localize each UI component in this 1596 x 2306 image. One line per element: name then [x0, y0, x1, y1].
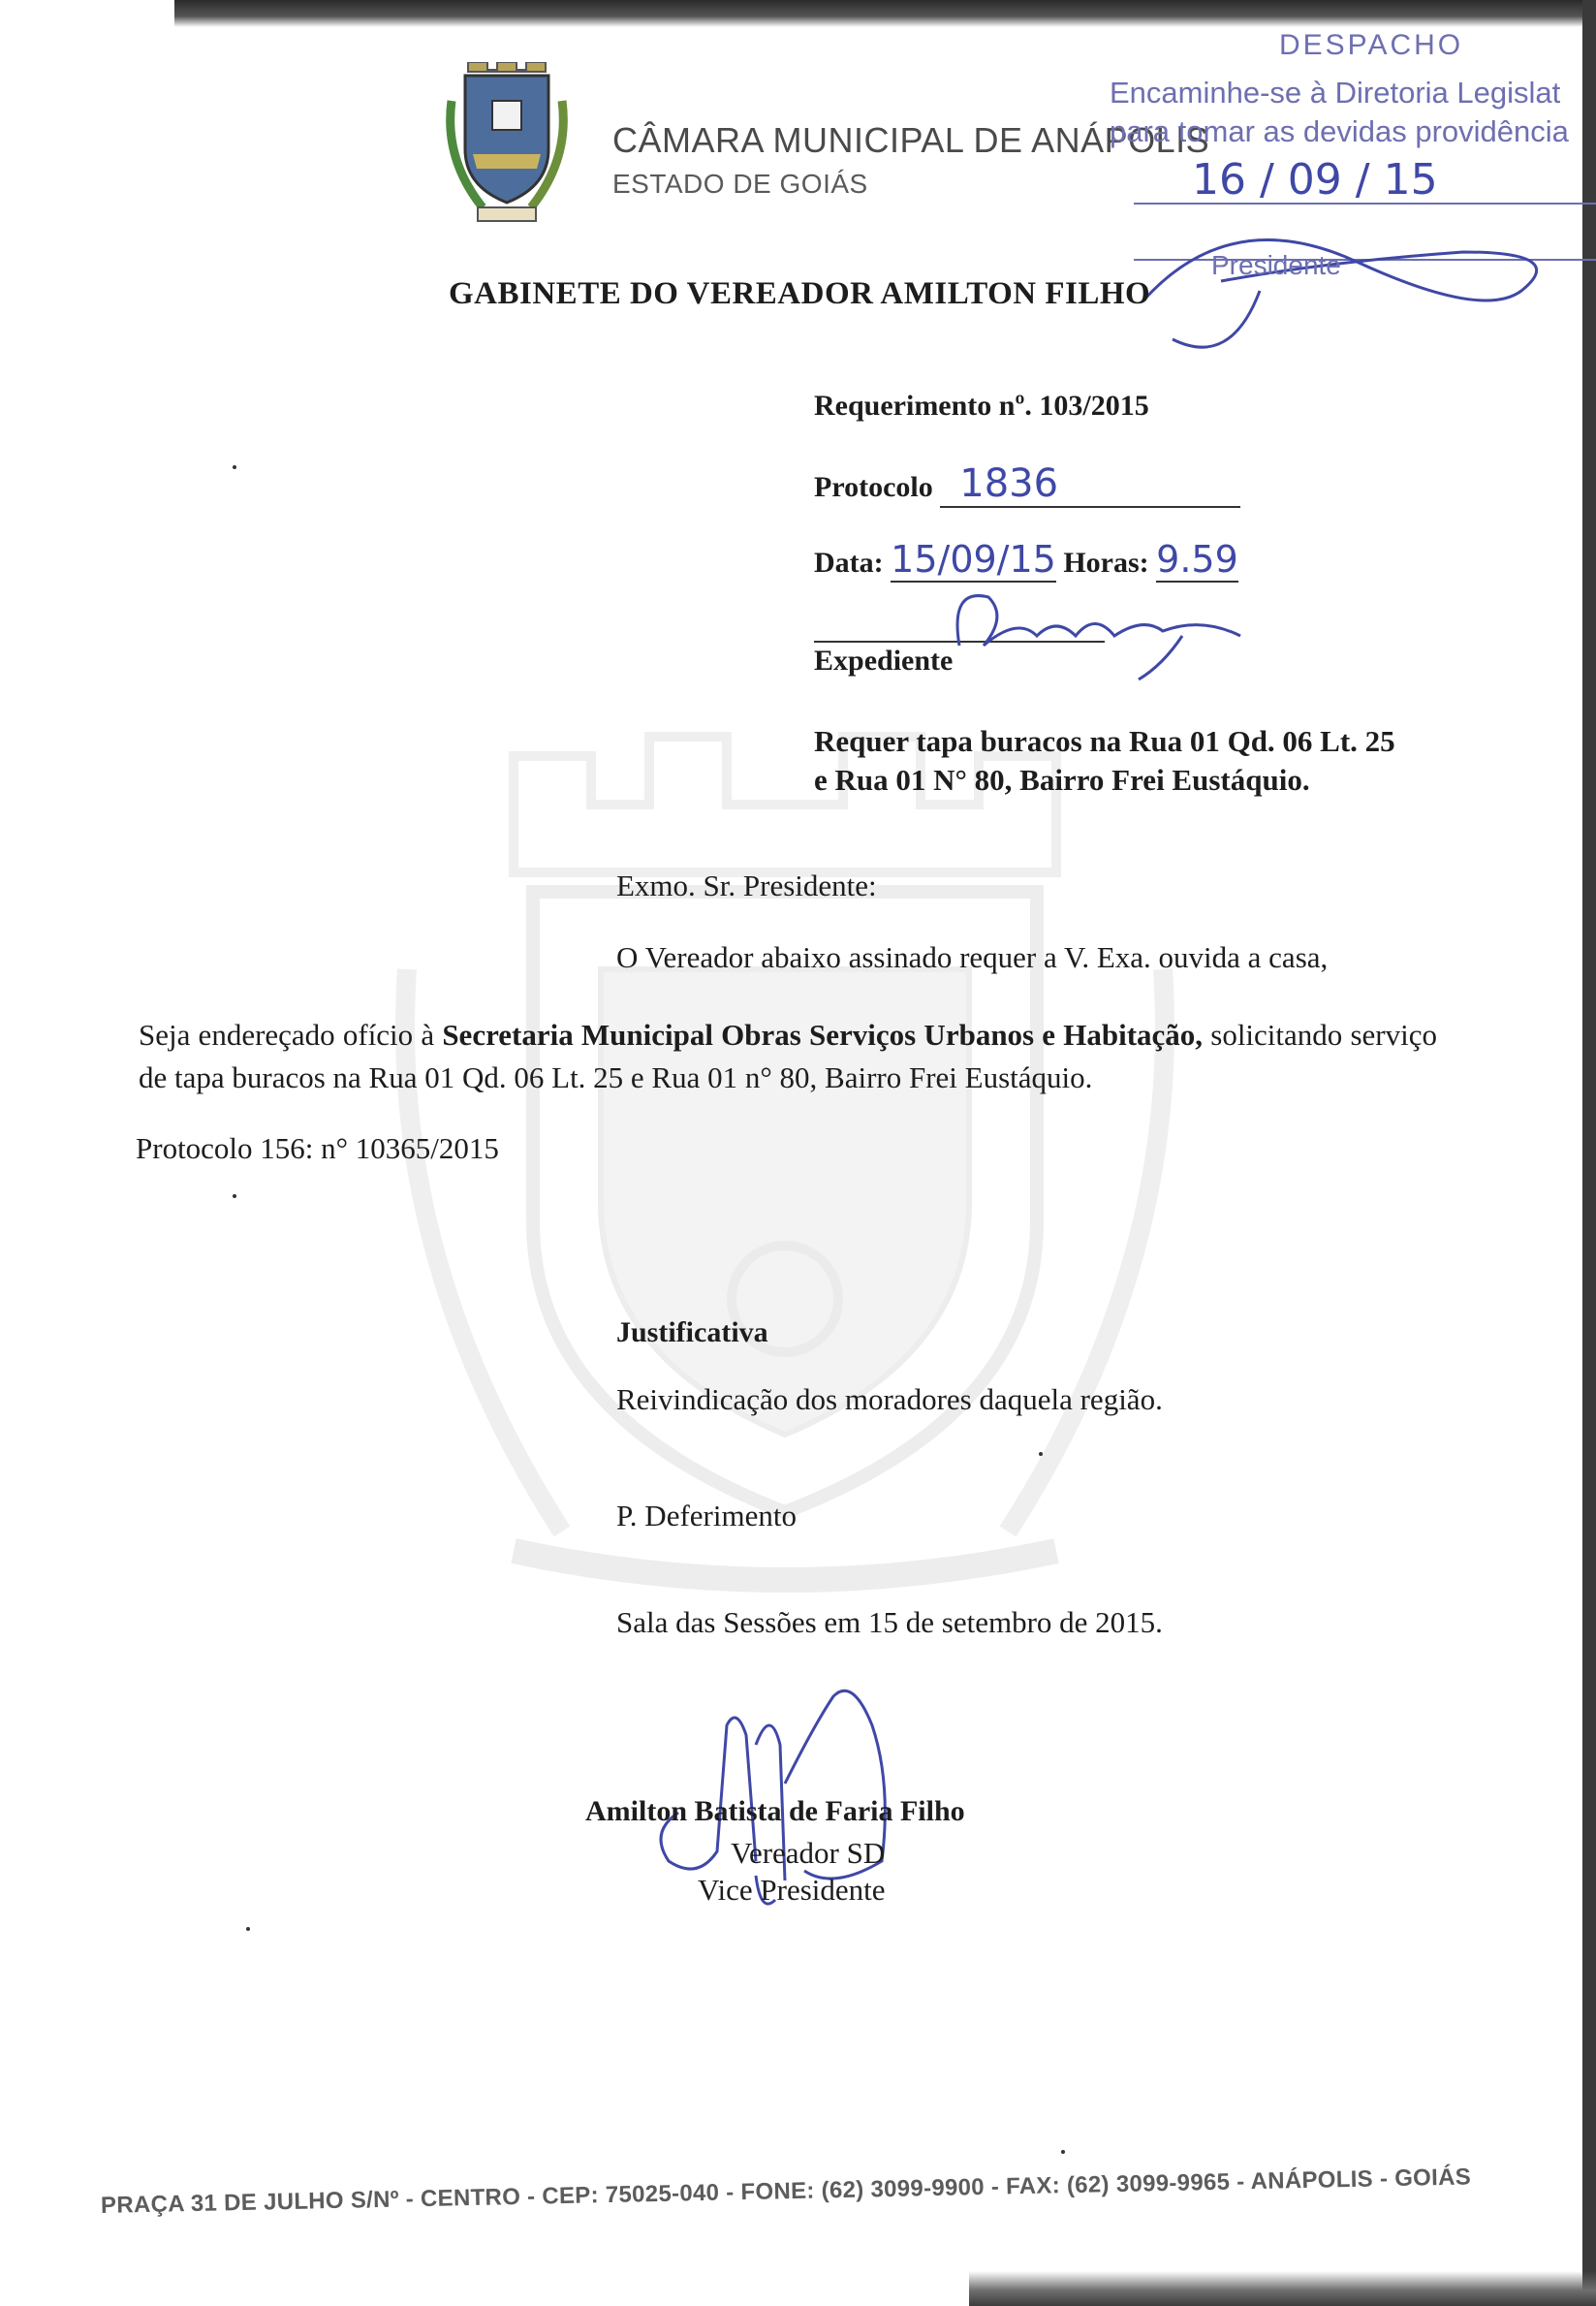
- scan-speck: [1061, 2150, 1065, 2154]
- request-subject: Requer tapa buracos na Rua 01 Qd. 06 Lt. 25 e Rua 01 N° 80, Bairro Frei Eustáquio.: [814, 724, 1395, 797]
- scan-speck: [1039, 1452, 1043, 1456]
- signer-name: Amilton Batista de Faria Filho: [585, 1795, 965, 1827]
- stamp-line-2: para tomar as devidas providência: [1110, 114, 1569, 148]
- justification-text: Reivindicação dos moradores daquela região.: [616, 1382, 1163, 1416]
- org-name: CÂMARA MUNICIPAL DE ANÁPOLIS: [612, 120, 1210, 160]
- scan-speck: [246, 1927, 250, 1931]
- stamp-marks: [1114, 145, 1596, 388]
- footer-address: PRAÇA 31 DE JULHO S/Nº - CENTRO - CEP: 75025-040 - FONE: (62) 3099-9900 - FAX: (62) 3099-9965 - ANÁPOLIS - GOIÁS: [100, 2164, 1472, 2219]
- paragraph-secretariat: Secretaria Municipal Obras Serviços Urbanos e Habitação,: [442, 1018, 1204, 1052]
- greeting: Exmo. Sr. Presidente:: [616, 869, 877, 902]
- protocol-value: 1836: [940, 461, 1240, 508]
- date-label: Data:: [814, 547, 884, 579]
- stamp-line-1: Encaminhe-se à Diretoria Legislat: [1110, 76, 1561, 110]
- scan-speck: [233, 465, 236, 469]
- cabinet-title: GABINETE DO VEREADOR AMILTON FILHO: [449, 276, 1151, 311]
- stamp-heading: DESPACHO: [1279, 29, 1464, 61]
- justification-title: Justificativa: [616, 1316, 768, 1348]
- deferimento: P. Deferimento: [616, 1499, 797, 1532]
- intro-text: O Vereador abaixo assinado requer a V. Exa. ouvida a casa,: [616, 940, 1329, 974]
- stamp-date-hand: 16 / 09 / 15: [1192, 155, 1438, 205]
- request-title: Requerimento nº. 103/2015: [814, 390, 1149, 422]
- signer-role-2: Vice Presidente: [698, 1873, 886, 1907]
- protocol-row: [814, 461, 1240, 508]
- date-row: [814, 538, 1238, 583]
- paragraph-start: Seja endereçado ofício à: [139, 1018, 443, 1052]
- session-date: Sala das Sessões em 15 de setembro de 2015.: [616, 1605, 1163, 1639]
- protocol-reference: Protocolo 156: n° 10365/2015: [136, 1131, 499, 1165]
- stamp-signature-label: Presidente: [1211, 250, 1341, 280]
- scan-speck: [233, 1194, 236, 1198]
- protocol-label: Protocolo: [814, 471, 933, 503]
- crest-logo: [444, 62, 570, 227]
- org-state: ESTADO DE GOIÁS: [612, 169, 868, 199]
- scan-edge-bottom: [969, 2271, 1596, 2306]
- expediente-label: Expediente: [814, 645, 954, 677]
- date-value: 15/09/15: [891, 538, 1056, 581]
- paragraph-end: solicitando serviço de tapa buracos na Rua 01 Qd. 06 Lt. 25 e Rua 01 n° 80, Bairro Frei Eustáquio.: [139, 1018, 1437, 1094]
- scan-edge-top: [174, 0, 1596, 27]
- hours-value: 9.59: [1156, 538, 1238, 581]
- signer-role: Vereador SD: [731, 1836, 886, 1870]
- request-paragraph: [139, 1014, 1437, 1099]
- hours-label: Horas:: [1063, 547, 1149, 579]
